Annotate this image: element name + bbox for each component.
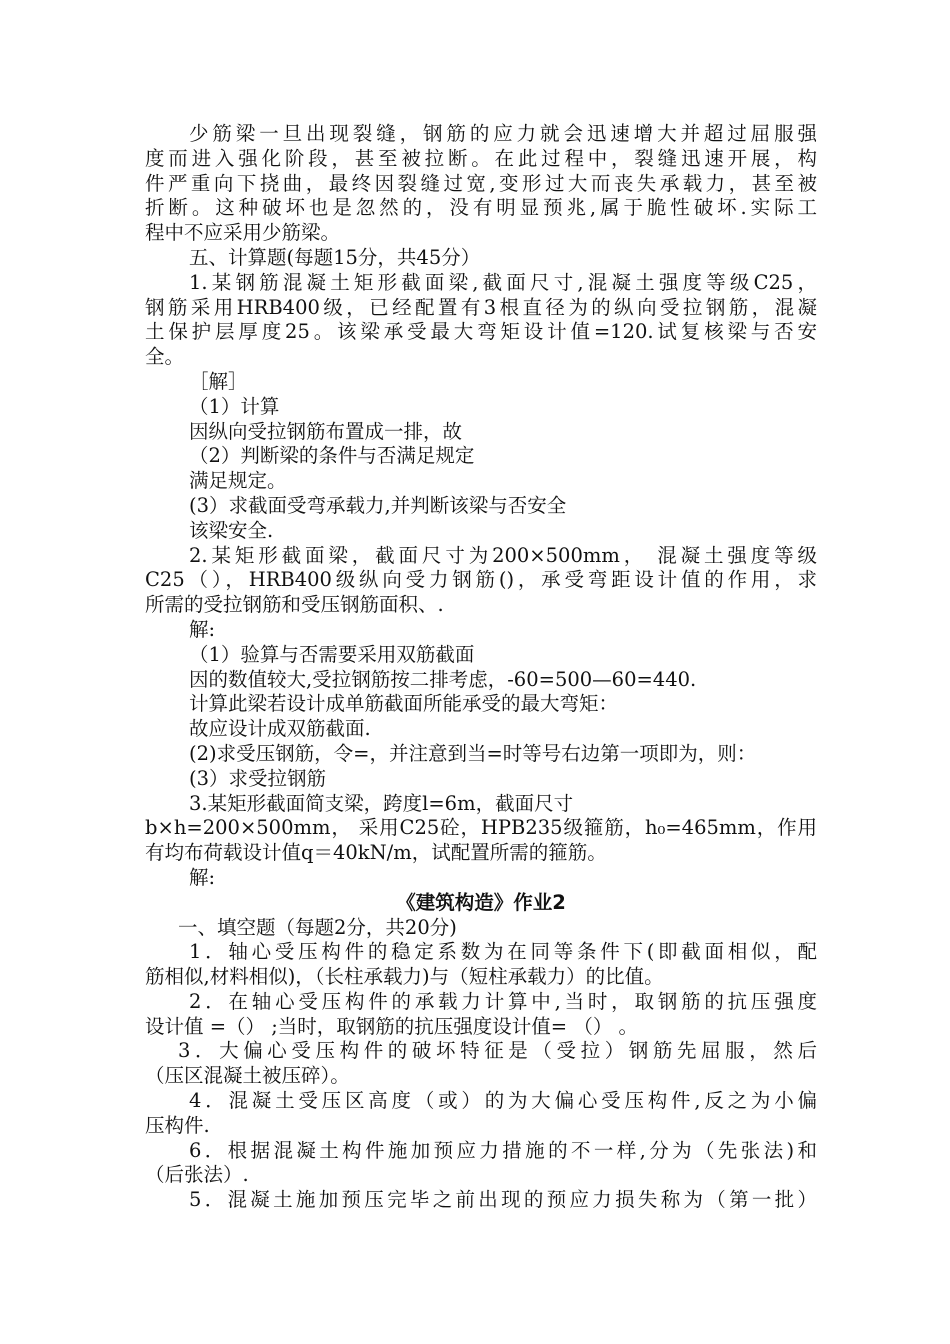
paragraph-line: 度而进入强化阶段，甚至被拉断。在此过程中，裂缝迅速开展，构	[145, 146, 817, 170]
solution-line: 故应设计成双筋截面.	[189, 717, 371, 741]
solution-step: （2）判断梁的条件与否满足规定	[189, 444, 475, 468]
question-line: （压区混凝土被压碎）。	[145, 1064, 350, 1088]
question-line: 所需的受拉钢筋和受压钢筋面积、.	[145, 593, 444, 617]
question-line: 全。	[145, 345, 185, 369]
solution-line: 计算此梁若设计成单筋截面所能承受的最大弯矩：	[189, 692, 619, 716]
solution-line: 因的数值较大,受拉钢筋按二排考虑，-60=500—60=440.	[189, 667, 697, 691]
solution-step: （1）计算	[189, 394, 280, 418]
paragraph-line: 程中不应采用少筋梁。	[145, 221, 341, 245]
solution-line: 满足规定。	[189, 469, 287, 493]
question-line: 钢筋采用HRB400级，已经配置有3根直径为的纵向受拉钢筋，混凝	[145, 295, 817, 319]
solution-label: 解:	[189, 865, 216, 889]
section-heading: 五、计算题(每题15分，共45分）	[189, 245, 481, 269]
question-line: 压构件.	[145, 1113, 210, 1137]
question-line: 6．根据混凝土构件施加预应力措施的不一样,分为（先张法)和	[189, 1138, 817, 1162]
solution-step: (2)求受压钢筋，令=，并注意到当=时等号右边第一项即为，则：	[189, 741, 757, 765]
solution-step: (3）求受拉钢筋	[189, 766, 327, 790]
question-line: C25（），HRB400级纵向受力钢筋()，承受弯距设计值的作用，求	[145, 568, 817, 592]
solution-label: 解:	[189, 617, 216, 641]
question-line: 土保护层厚度25。该梁承受最大弯矩设计值=120.试复核梁与否安	[145, 320, 817, 344]
document-page	[145, 122, 817, 1213]
question-line: 2．在轴心受压构件的承载力计算中,当时，取钢筋的抗压强度	[189, 989, 817, 1013]
question-line: 1．轴心受压构件的稳定系数为在同等条件下(即截面相似，配	[189, 940, 817, 964]
solution-step: (3）求截面受弯承载力,并判断该梁与否安全	[189, 493, 567, 517]
question-line: 3.某矩形截面简支梁，跨度l=6m，截面尺寸	[189, 791, 574, 815]
solution-label: ［解］	[189, 369, 248, 393]
section-heading: 一、填空题（每题2分，共20分)	[178, 915, 457, 939]
question-line: b×h=200×500mm， 采用C25砼，HPB235级箍筋，h₀=465mm，作用	[145, 816, 817, 840]
paragraph-line: 折断。这种破坏也是忽然的，没有明显预兆,属于脆性破坏.实际工	[145, 196, 817, 220]
question-line: 设计值 =（） ;当时，取钢筋的抗压强度设计值= （） 。	[145, 1014, 639, 1038]
question-line: 3．大偏心受压构件的破坏特征是（受拉）钢筋先屈服，然后	[178, 1039, 817, 1063]
question-line: 筋相似,材料相似)，（长柱承载力)与（短柱承载力）的比值。	[145, 965, 664, 989]
question-line: 2.某矩形截面梁，截面尺寸为200×500mm， 混凝土强度等级	[189, 543, 817, 567]
question-line: 5．混凝土施加预压完毕之前出现的预应力损失称为（第一批）	[189, 1188, 817, 1212]
paragraph-line: 件严重向下挠曲，最终因裂缝过宽,变形过大而丧失承载力，甚至被	[145, 171, 817, 195]
paragraph-line: 少筋梁一旦出现裂缝，钢筋的应力就会迅速增大并超过屈服强	[189, 122, 817, 145]
question-line: （后张法）.	[145, 1163, 249, 1187]
solution-line: 该梁安全.	[189, 518, 274, 542]
solution-line: 因纵向受拉钢筋布置成一排，故	[189, 419, 463, 443]
question-line: 1.某钢筋混凝土矩形截面梁,截面尺寸,混凝土强度等级C25，	[189, 270, 817, 294]
solution-step: （1）验算与否需要采用双筋截面	[189, 642, 475, 666]
question-line: 4．混凝土受压区高度（或）的为大偏心受压构件,反之为小偏	[189, 1089, 817, 1113]
question-line: 有均布荷载设计值q＝40kN/m，试配置所需的箍筋。	[145, 841, 607, 865]
assignment-title: 《建筑构造》作业2	[396, 890, 566, 914]
